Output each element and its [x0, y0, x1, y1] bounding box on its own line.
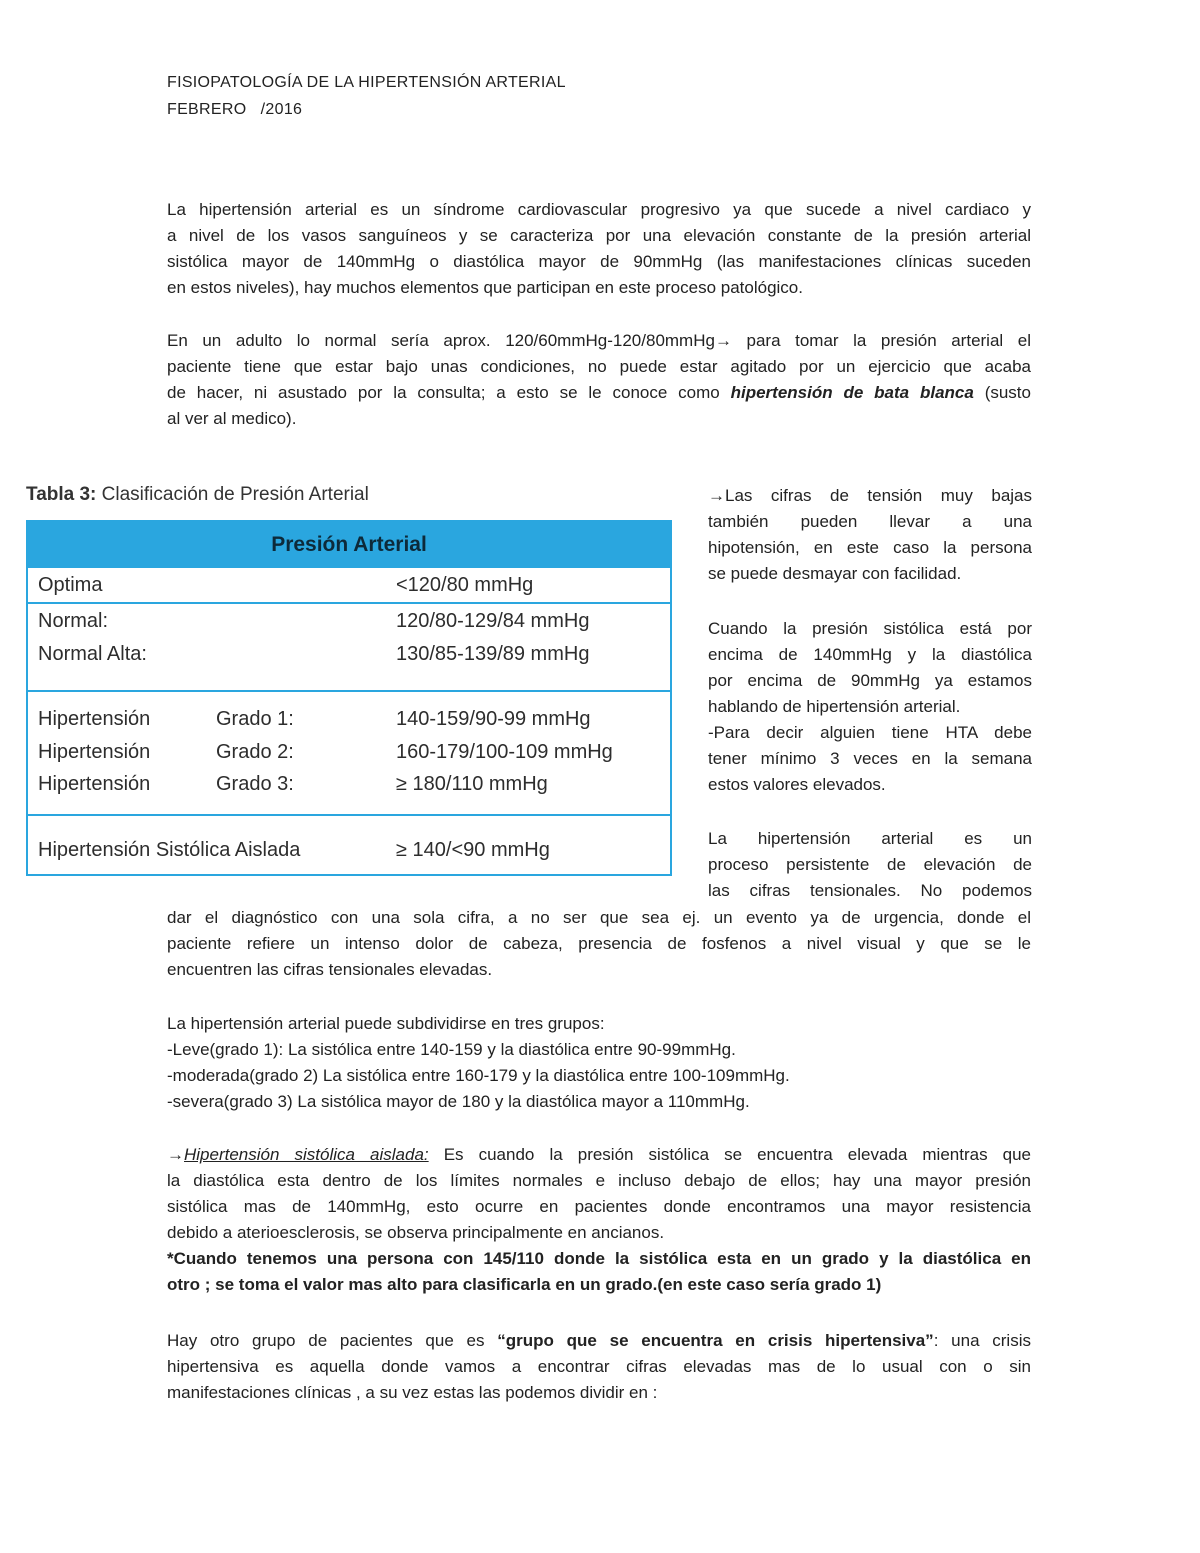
- table-cell-value: 160-179/100-109 mmHg: [396, 741, 613, 763]
- table-cell-grade: Grado 2:: [216, 741, 294, 763]
- table-cell-grade: Grado 3:: [216, 773, 294, 795]
- note-line: *Cuando tenemos una persona con 145/110 donde la sistólica esta en un grado y la diastólica en: [167, 1249, 1031, 1268]
- text-line: En un adulto lo normal sería aprox. 120/60mmHg-120/80mmHg→ para tomar la presión arterial el: [167, 331, 1031, 350]
- blood-pressure-table: [26, 520, 672, 876]
- paragraph-intro: [167, 197, 1031, 301]
- text-line: -Para decir alguien tiene HTA debe: [708, 723, 1032, 742]
- text-line: hipertensiva es aquella donde vamos a encontrar cifras elevadas mas de lo usual con o sin: [167, 1357, 1031, 1376]
- table-caption-text: Clasificación de Presión Arterial: [96, 484, 369, 505]
- table-header: Presión Arterial: [28, 522, 670, 568]
- text-line: a nivel de los vasos sanguíneos y se caracteriza por una elevación constante de la presión arterial: [167, 226, 1031, 245]
- table-cell-label: Hipertensión: [38, 773, 151, 795]
- table-cell-label: Hipertensión: [38, 741, 151, 763]
- text-line: tener mínimo 3 veces en la semana: [708, 749, 1032, 768]
- text-line: por encima de 90mmHg ya estamos: [708, 671, 1032, 690]
- table-cell-value: 130/85-139/89 mmHg: [396, 643, 590, 665]
- table-cell-label: Normal:: [38, 610, 109, 632]
- document-date: FEBRERO /2016: [167, 101, 303, 118]
- text-line: proceso persistente de elevación de: [708, 855, 1032, 874]
- text-line: estos valores elevados.: [708, 775, 886, 794]
- text-line: paciente refiere un intenso dolor de cabeza, presencia de fosfenos a nivel visual y que se le: [167, 934, 1031, 953]
- table-cell-label: Hipertensión Sistólica Aislada: [38, 839, 301, 861]
- arrow-icon: →: [167, 1145, 184, 1164]
- paragraph-crisis: [167, 1328, 1031, 1406]
- table-cell-value: <120/80 mmHg: [396, 574, 534, 596]
- list-item: -Leve(grado 1): La sistólica entre 140-159 y la diastólica entre 90-99mmHg.: [167, 1040, 736, 1059]
- text-span: Hay otro grupo de pacientes que es: [167, 1331, 485, 1350]
- text-line: sistólica mas de 140mmHg, esto ocurre en pacientes donde encontramos una mayor resistencia: [167, 1197, 1031, 1216]
- text-line: también pueden llevar a una: [708, 512, 1032, 531]
- list-item: -severa(grado 3) La sistólica mayor de 180 y la diastólica mayor a 110mmHg.: [167, 1092, 750, 1111]
- text-line: La hipertensión arterial es un: [708, 829, 1032, 848]
- text-span: : una crisis: [933, 1331, 1031, 1350]
- text-line: hablando de hipertensión arterial.: [708, 697, 961, 716]
- text-line: La hipertensión arterial es un síndrome cardiovascular progresivo ya que sucede a nivel cardiaco y: [167, 200, 1031, 219]
- hypertension-groups: [167, 1011, 1031, 1115]
- text-line: al ver al medico).: [167, 409, 297, 428]
- term-isolated-systolic: Hipertensión sistólica aislada:: [184, 1145, 429, 1164]
- text-line: debido a aterioesclerosis, se observa principalmente en ancianos.: [167, 1223, 665, 1242]
- table-cell-label: Hipertensión: [38, 708, 151, 730]
- text-line: en estos niveles), hay muchos elementos que participan en este proceso patológico.: [167, 278, 803, 297]
- table-divider: [28, 690, 670, 692]
- text-line: →Las cifras de tensión muy bajas: [708, 486, 1032, 505]
- text-line: la diastólica esta dentro de los límites normales e incluso debajo de ellos; hay una mayor presión: [167, 1171, 1031, 1190]
- text-line: hipotensión, en este caso la persona: [708, 538, 1032, 557]
- table-caption-label: Tabla 3:: [26, 484, 97, 505]
- emphasis-white-coat: hipertensión de bata blanca: [730, 383, 974, 402]
- text-line: se puede desmayar con facilidad.: [708, 564, 962, 583]
- side-note-persistent: [708, 826, 1032, 904]
- text-line: paciente tiene que estar bajo unas condiciones, no puede estar agitado por un ejercicio que acaba: [167, 357, 1031, 376]
- table-cell-value: 140-159/90-99 mmHg: [396, 708, 591, 730]
- text-line: [167, 1142, 1031, 1168]
- document-title: FISIOPATOLOGÍA DE LA HIPERTENSIÓN ARTERIAL: [167, 74, 566, 91]
- text-line: dar el diagnóstico con una sola cifra, a no ser que sea ej. un evento ya de urgencia, donde el: [167, 908, 1031, 927]
- table-caption: [26, 484, 369, 506]
- side-note-low-pressure: [708, 483, 1032, 587]
- table-cell-value: 120/80-129/84 mmHg: [396, 610, 590, 632]
- list-item: -moderada(grado 2) La sistólica entre 160-179 y la diastólica entre 100-109mmHg.: [167, 1066, 790, 1085]
- paragraph-isolated-systolic: [167, 1142, 1031, 1298]
- table-divider: [28, 814, 670, 816]
- text-line: las cifras tensionales. No podemos: [708, 881, 1032, 900]
- text-line: encima de 140mmHg y la diastólica: [708, 645, 1032, 664]
- table-divider: [28, 602, 670, 604]
- note-line: otro ; se toma el valor mas alto para clasificarla en un grado.(en este caso sería grado 1): [167, 1275, 882, 1294]
- table-cell-label: Optima: [38, 574, 103, 596]
- side-note-hypertension: [708, 616, 1032, 798]
- text-line: encuentren las cifras tensionales elevadas.: [167, 960, 493, 979]
- table-cell-grade: Grado 1:: [216, 708, 294, 730]
- text-line: [167, 1328, 1031, 1354]
- paragraph-normal-values: [167, 328, 1031, 432]
- emphasis-crisis-group: “grupo que se encuentra en crisis hipertensiva”: [497, 1331, 934, 1350]
- table-cell-value: ≥ 140/<90 mmHg: [396, 839, 550, 861]
- table-cell-label: Normal Alta:: [38, 643, 147, 665]
- paragraph-diagnosis: [167, 905, 1031, 983]
- table-cell-value: ≥ 180/110 mmHg: [396, 773, 548, 795]
- text-span: Es cuando la presión sistólica se encuentra elevada mientras que: [428, 1145, 1031, 1164]
- text-line: manifestaciones clínicas , a su vez estas las podemos dividir en :: [167, 1383, 658, 1402]
- text-line: Cuando la presión sistólica está por: [708, 619, 1032, 638]
- text-line: sistólica mayor de 140mmHg o diastólica mayor de 90mmHg (las manifestaciones clínicas suceden: [167, 252, 1031, 271]
- text-span: (susto: [984, 383, 1031, 402]
- text-line: [167, 380, 1031, 406]
- text-line: La hipertensión arterial puede subdividirse en tres grupos:: [167, 1014, 605, 1033]
- text-span: de hacer, ni asustado por la consulta; a esto se le conoce como: [167, 383, 720, 402]
